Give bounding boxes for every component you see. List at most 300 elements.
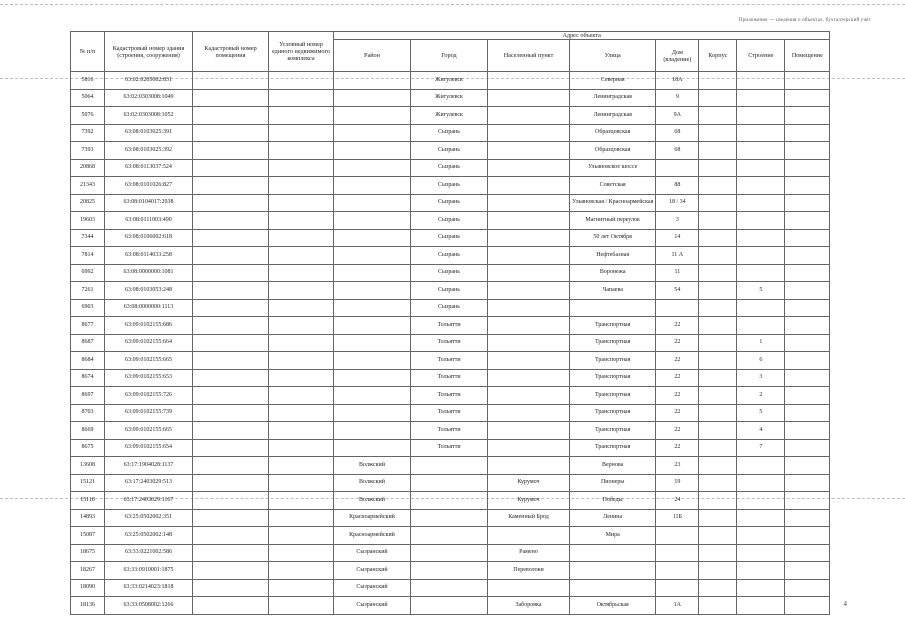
table-row [71,124,830,142]
cell-stroenie [737,299,785,317]
cell-cad-complex [269,282,334,300]
cell-settlement [488,142,570,160]
cell-district [334,369,411,387]
cell-district: Красноармейский [334,509,411,527]
table-row [71,352,830,370]
cell-street: Ленинградская [570,89,656,107]
cell-stroenie [737,509,785,527]
cell-settlement [488,457,570,475]
cell-district [334,317,411,335]
cell-city: Сызрань [411,194,488,212]
cell-settlement [488,212,570,230]
cell-street: Чапаева [570,282,656,300]
cell-id: 7261 [71,282,105,300]
cell-street: Ленина [570,509,656,527]
table-row [71,562,830,580]
cell-city: Тольятти [411,387,488,405]
cell-house: 22 [656,334,699,352]
cell-stroenie [737,89,785,107]
cell-settlement [488,282,570,300]
cell-cad-building: 63:08:0103025:391 [105,124,193,142]
cell-id: 8687 [71,334,105,352]
cell-cad-building: 63:09:0102155:665 [105,422,193,440]
cell-district: Волжский [334,457,411,475]
cell-district: Красноармейский [334,527,411,545]
table-row [71,579,830,597]
cell-id: 8674 [71,369,105,387]
cell-district [334,422,411,440]
cell-house: 88 [656,177,699,195]
cell-district [334,229,411,247]
cell-settlement [488,527,570,545]
cell-district: Сызранский [334,562,411,580]
objects-table [70,31,830,615]
cell-korpus [699,264,737,282]
cell-stroenie [737,492,785,510]
table-row [71,439,830,457]
cell-pomeshchenie [785,509,830,527]
cell-korpus [699,474,737,492]
cell-korpus [699,334,737,352]
table-row [71,457,830,475]
cell-house: 23 [656,457,699,475]
cell-cad-building: 63:17:1904028:1137 [105,457,193,475]
cell-pomeshchenie [785,282,830,300]
col-district: Район [334,40,411,72]
table-row [71,474,830,492]
cell-stroenie: 1 [737,334,785,352]
table-row [71,334,830,352]
cell-street: Магнитный переулок [570,212,656,230]
cell-street: Октябрьская [570,597,656,615]
cell-settlement [488,317,570,335]
cell-district [334,159,411,177]
cell-korpus [699,492,737,510]
cell-city: Сызрань [411,212,488,230]
cell-cad-complex [269,527,334,545]
cell-house: 14 [656,229,699,247]
cell-korpus [699,404,737,422]
cell-cad-building: 63:08:0101026:827 [105,177,193,195]
cell-cad-complex [269,72,334,90]
cell-district: Сызранский [334,544,411,562]
cell-city: Сызрань [411,282,488,300]
cell-stroenie [737,457,785,475]
table-row [71,544,830,562]
cell-city: Жигулевск [411,89,488,107]
scan-edge-top [0,4,905,5]
cell-cad-room [193,527,269,545]
cell-cad-building: 63:09:0102155:686 [105,317,193,335]
cell-district: Сызранский [334,579,411,597]
col-house: Дом (владение) [656,40,699,72]
cell-cad-building: 63:09:0102155:665 [105,352,193,370]
cell-district [334,177,411,195]
cell-cad-complex [269,597,334,615]
cell-cad-complex [269,474,334,492]
cell-korpus [699,299,737,317]
cell-pomeshchenie [785,597,830,615]
cell-cad-complex [269,194,334,212]
cell-city [411,474,488,492]
cell-cad-building: 63:08:0103025:392 [105,142,193,160]
cell-cad-room [193,124,269,142]
cell-house: 1А [656,597,699,615]
cell-cad-room [193,387,269,405]
cell-settlement: Курумоч [488,492,570,510]
cell-id: 8703 [71,404,105,422]
cell-street: 50 лет Октября [570,229,656,247]
table-row [71,212,830,230]
cell-cad-building: 63:08:0000000:1113 [105,299,193,317]
cell-id: 14893 [71,509,105,527]
table-row [71,317,830,335]
col-korpus: Корпус [699,40,737,72]
cell-district [334,124,411,142]
cell-cad-room [193,492,269,510]
cell-id: 7814 [71,247,105,265]
cell-cad-room [193,72,269,90]
header-note: Приложение — сведения о объектах, бухгалтерский учёт [738,18,871,23]
table-row [71,247,830,265]
cell-district [334,107,411,125]
cell-city: Сызрань [411,124,488,142]
cell-cad-building: 63:09:0102155:654 [105,439,193,457]
cell-cad-building: 63:09:0102155:664 [105,334,193,352]
cell-stroenie: 7 [737,439,785,457]
cell-street: Советская [570,177,656,195]
cell-pomeshchenie [785,544,830,562]
cell-korpus [699,544,737,562]
col-stroenie: Строение [737,40,785,72]
cell-settlement: Заборовка [488,597,570,615]
cell-id: 8669 [71,422,105,440]
cell-id: 15118 [71,492,105,510]
cell-settlement [488,229,570,247]
cell-korpus [699,527,737,545]
cell-city: Сызрань [411,299,488,317]
cell-district [334,404,411,422]
cell-house: 11 А [656,247,699,265]
cell-city: Жигулевск [411,72,488,90]
cell-house: 68 [656,142,699,160]
cell-settlement [488,334,570,352]
cell-cad-room [193,142,269,160]
cell-cad-room [193,597,269,615]
cell-stroenie: 2 [737,387,785,405]
cell-pomeshchenie [785,142,830,160]
cell-pomeshchenie [785,159,830,177]
cell-cad-room [193,89,269,107]
cell-city [411,509,488,527]
cell-house: 68 [656,124,699,142]
cell-district [334,282,411,300]
cell-korpus [699,89,737,107]
cell-stroenie: 3 [737,369,785,387]
cell-korpus [699,509,737,527]
cell-korpus [699,72,737,90]
cell-street [570,562,656,580]
cell-house: 9А [656,107,699,125]
table-row [71,229,830,247]
cell-cad-building: 63:25:0502002:351 [105,509,193,527]
cell-pomeshchenie [785,562,830,580]
cell-settlement [488,579,570,597]
cell-city: Тольятти [411,439,488,457]
cell-pomeshchenie [785,422,830,440]
cell-cad-room [193,422,269,440]
table-row [71,527,830,545]
cell-city: Тольятти [411,404,488,422]
cell-street: Транспортная [570,422,656,440]
cell-id: 6903 [71,299,105,317]
cell-pomeshchenie [785,334,830,352]
cell-cad-complex [269,89,334,107]
cell-cad-complex [269,177,334,195]
cell-stroenie [737,159,785,177]
cell-id: 20868 [71,159,105,177]
cell-id: 7392 [71,124,105,142]
cell-korpus [699,457,737,475]
cell-house: 22 [656,404,699,422]
col-id: № п/п [71,32,105,72]
cell-id: 7344 [71,229,105,247]
cell-stroenie [737,317,785,335]
cell-korpus [699,142,737,160]
table-row [71,159,830,177]
cell-cad-building: 63:17:2403029:513 [105,474,193,492]
cell-id: 8684 [71,352,105,370]
cell-district [334,299,411,317]
cell-city: Сызрань [411,177,488,195]
cell-korpus [699,439,737,457]
cell-district [334,439,411,457]
cell-stroenie [737,124,785,142]
cell-street: Транспортная [570,352,656,370]
cell-house: 22 [656,352,699,370]
cell-cad-building: 63:33:0221002:586 [105,544,193,562]
table-row [71,492,830,510]
cell-cad-complex [269,387,334,405]
cell-cad-complex [269,247,334,265]
cell-cad-building: 63:09:0102155:726 [105,387,193,405]
cell-district [334,89,411,107]
cell-street: Победы [570,492,656,510]
table-row [71,107,830,125]
cell-korpus [699,579,737,597]
cell-id: 13608 [71,457,105,475]
cell-house: 22 [656,387,699,405]
cell-city: Сызрань [411,247,488,265]
cell-city [411,579,488,597]
cell-settlement: Каменный Брод [488,509,570,527]
cell-street: Вернова [570,457,656,475]
cell-korpus [699,597,737,615]
cell-stroenie [737,474,785,492]
cell-settlement [488,352,570,370]
cell-cad-building: 63:09:0102155:739 [105,404,193,422]
cell-house [656,299,699,317]
cell-cad-building: 63:17:2403029:1167 [105,492,193,510]
cell-street: Транспортная [570,334,656,352]
cell-id: 8675 [71,439,105,457]
cell-cad-room [193,369,269,387]
cell-pomeshchenie [785,457,830,475]
cell-cad-complex [269,579,334,597]
cell-street: Ленинградская [570,107,656,125]
cell-stroenie [737,264,785,282]
cell-id: 19603 [71,212,105,230]
cell-street: Транспортная [570,369,656,387]
cell-korpus [699,159,737,177]
cell-pomeshchenie [785,317,830,335]
cell-pomeshchenie [785,72,830,90]
cell-stroenie: 5 [737,282,785,300]
cell-city [411,562,488,580]
cell-house: 24 [656,492,699,510]
table-row [71,597,830,615]
cell-cad-complex [269,544,334,562]
cell-house: 19 [656,474,699,492]
cell-street [570,579,656,597]
cell-stroenie [737,194,785,212]
cell-house: 22 [656,422,699,440]
cell-house [656,544,699,562]
cell-settlement [488,72,570,90]
cell-cad-complex [269,352,334,370]
cell-cad-room [193,579,269,597]
cell-settlement [488,422,570,440]
cell-district [334,334,411,352]
cell-cad-complex [269,107,334,125]
cell-settlement: Переволоки [488,562,570,580]
cell-settlement [488,369,570,387]
cell-city: Тольятти [411,369,488,387]
cell-pomeshchenie [785,212,830,230]
cell-cad-room [193,439,269,457]
cell-cad-complex [269,317,334,335]
cell-pomeshchenie [785,404,830,422]
cell-pomeshchenie [785,247,830,265]
table-row [71,177,830,195]
cell-house: 22 [656,369,699,387]
cell-pomeshchenie [785,352,830,370]
cell-settlement [488,107,570,125]
cell-settlement [488,264,570,282]
cell-korpus [699,282,737,300]
cell-stroenie [737,107,785,125]
cell-cad-room [193,212,269,230]
cell-stroenie: 6 [737,352,785,370]
cell-settlement [488,299,570,317]
cell-cad-complex [269,492,334,510]
cell-id: 18267 [71,562,105,580]
table-row [71,142,830,160]
cell-settlement [488,159,570,177]
cell-district [334,264,411,282]
col-cad-building: Кадастровый номер здания (строения, сооружения) [105,32,193,72]
cell-cad-room [193,544,269,562]
cell-cad-building: 63:33:0214023:1818 [105,579,193,597]
cell-korpus [699,369,737,387]
cell-district: Волжский [334,492,411,510]
cell-cad-complex [269,334,334,352]
cell-cad-building: 63:33:0508002:1266 [105,597,193,615]
cell-id: 18136 [71,597,105,615]
cell-pomeshchenie [785,527,830,545]
cell-city [411,492,488,510]
cell-city [411,544,488,562]
cell-id: 6992 [71,264,105,282]
cell-cad-complex [269,562,334,580]
col-address-group: Адрес объекта [334,32,830,40]
table-row [71,194,830,212]
cell-street: Транспортная [570,404,656,422]
cell-house: 11 [656,264,699,282]
cell-settlement [488,124,570,142]
col-city: Город [411,40,488,72]
cell-korpus [699,562,737,580]
table-row [71,282,830,300]
cell-street: Нефтебазная [570,247,656,265]
cell-house [656,562,699,580]
table-row [71,264,830,282]
cell-cad-complex [269,404,334,422]
cell-id: 7393 [71,142,105,160]
cell-house: 18 / 34 [656,194,699,212]
cell-cad-complex [269,264,334,282]
cell-id: 18090 [71,579,105,597]
cell-stroenie [737,527,785,545]
cell-settlement: Курумоч [488,474,570,492]
cell-cad-room [193,194,269,212]
cell-cad-room [193,562,269,580]
cell-korpus [699,194,737,212]
cell-cad-complex [269,142,334,160]
cell-house: 54 [656,282,699,300]
cell-cad-room [193,229,269,247]
cell-settlement [488,404,570,422]
cell-id: 15087 [71,527,105,545]
cell-city: Сызрань [411,159,488,177]
cell-pomeshchenie [785,264,830,282]
cell-id: 21343 [71,177,105,195]
cell-korpus [699,247,737,265]
cell-korpus [699,124,737,142]
cell-stroenie [737,597,785,615]
cell-cad-complex [269,299,334,317]
cell-cad-room [193,404,269,422]
cell-id: 20825 [71,194,105,212]
table-row [71,422,830,440]
cell-house: 9 [656,89,699,107]
cell-cad-room [193,334,269,352]
cell-id: 8697 [71,387,105,405]
cell-cad-building: 63:02:0205002:831 [105,72,193,90]
cell-house [656,527,699,545]
table-row [71,404,830,422]
cell-cad-room [193,159,269,177]
cell-street: Ульяновская / Красноармейская [570,194,656,212]
cell-pomeshchenie [785,107,830,125]
table-row [71,387,830,405]
cell-stroenie: 5 [737,404,785,422]
cell-cad-complex [269,159,334,177]
cell-korpus [699,107,737,125]
cell-house: 18А [656,72,699,90]
cell-cad-complex [269,457,334,475]
cell-cad-complex [269,509,334,527]
